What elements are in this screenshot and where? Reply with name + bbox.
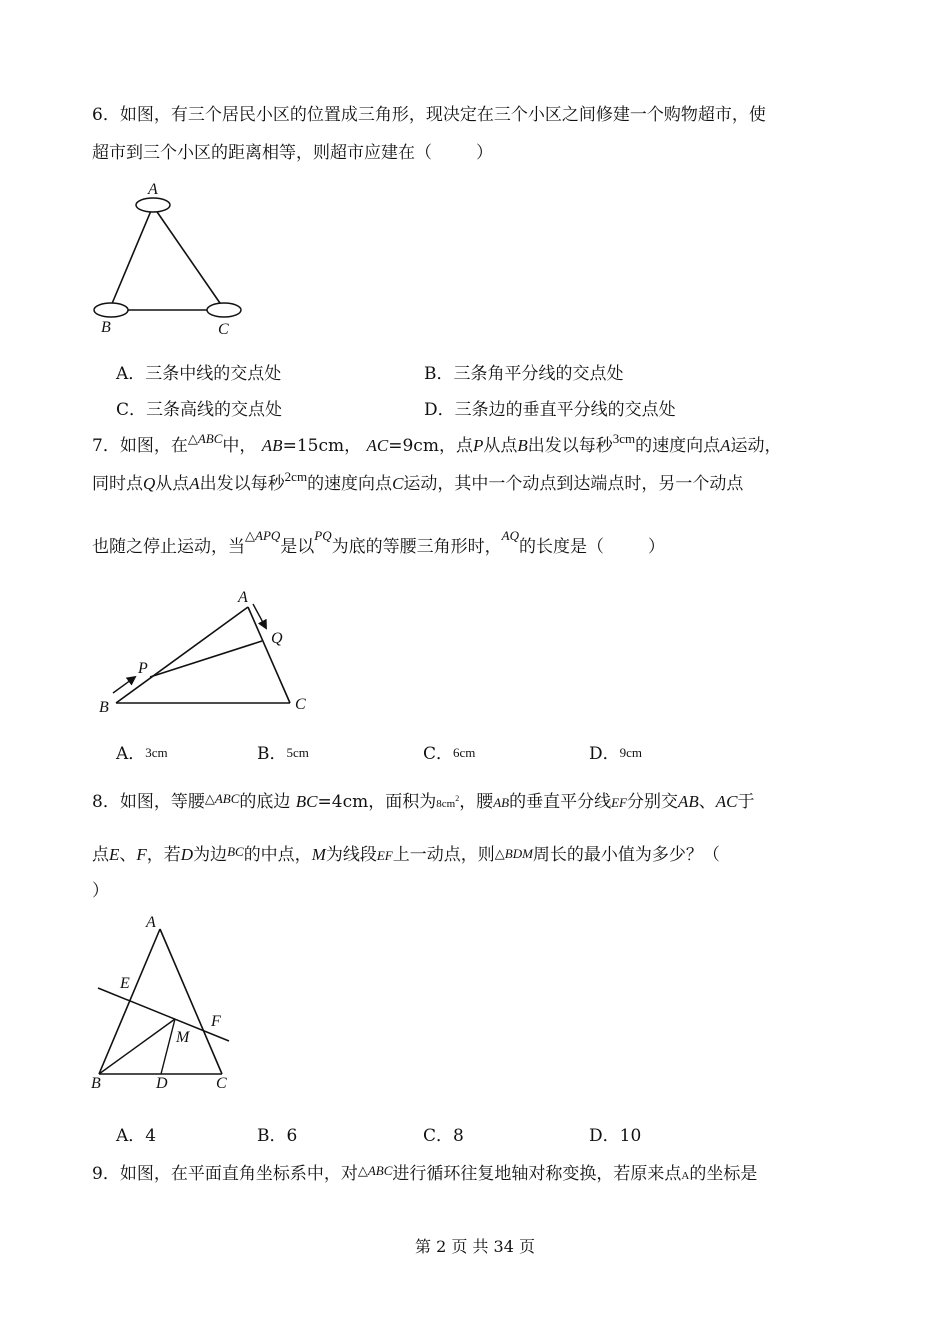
q7-label-q: Q bbox=[271, 630, 283, 647]
q7-option-d[interactable]: D．9cm bbox=[589, 744, 643, 764]
q6-label-c: C bbox=[218, 321, 229, 338]
q8-label-c: C bbox=[216, 1075, 227, 1092]
q8-label-e: E bbox=[120, 975, 130, 992]
q8-label-b: B bbox=[91, 1075, 101, 1092]
q7-label-b: B bbox=[99, 699, 109, 716]
q8-line-1: 8．如图，等腰$^{\triangle ABC}$的底边 BC=4cm，面积为$8cm^2$，腰AB的垂直平分线EF分别交AB、AC于 bbox=[92, 791, 755, 812]
q6-line-2: 超市到三个小区的距离相等，则超市应建在（ ） bbox=[92, 143, 493, 163]
q8-label-f: F bbox=[211, 1013, 221, 1030]
q8-label-a: A bbox=[146, 914, 156, 931]
q7-option-b[interactable]: B．5cm bbox=[257, 744, 309, 764]
q8-label-d: D bbox=[156, 1075, 168, 1092]
q7-line-3: 也随之停止运动，当$^{\triangle APQ}$是以$^{PQ}$为底的等腰三角形时，$^{AQ}$的长度是（ ） bbox=[92, 528, 665, 557]
q8-option-c[interactable]: C．8 bbox=[423, 1126, 464, 1146]
q8-option-a[interactable]: A．4 bbox=[116, 1126, 157, 1146]
q6-option-a[interactable]: A．三条中线的交点处 bbox=[116, 364, 282, 384]
q7-line-2: 同时点Q从点A出发以每秒$^{2cm}$的速度向点C运动，其中一个动点到达端点时，另一个动点 bbox=[92, 469, 744, 494]
q8-option-b[interactable]: B．6 bbox=[257, 1126, 298, 1146]
q7-line-1: 7．如图，在$^{\triangle ABC}$中， AB=15cm， AC=9cm，点P从点B出发以每秒$^{3cm}$的速度向点A运动， bbox=[92, 431, 782, 456]
q8-label-m: M bbox=[176, 1029, 190, 1046]
q9-line-1: 9．如图，在平面直角坐标系中，对$^{\triangle ABC}$进行循环往复地轴对称变换，若原来点A的坐标是 bbox=[92, 1163, 758, 1184]
page-footer: 第 2 页 共 34 页 bbox=[415, 1237, 535, 1256]
q6-option-c[interactable]: C．三条高线的交点处 bbox=[116, 400, 283, 420]
q6-option-b[interactable]: B．三条角平分线的交点处 bbox=[424, 364, 624, 384]
q8-line-3: ） bbox=[92, 881, 109, 901]
q6-line-1: 6．如图，有三个居民小区的位置成三角形，现决定在三个小区之间修建一个购物超市，使 bbox=[92, 105, 766, 125]
q8-option-d[interactable]: D．10 bbox=[589, 1126, 642, 1146]
q6-label-b: B bbox=[101, 319, 111, 336]
q7-label-c: C bbox=[295, 696, 306, 713]
q7-label-a: A bbox=[238, 589, 248, 606]
q8-line-2: 点E、F，若D为边$^{BC}$的中点，M为线段EF上一动点，则△BDM周长的最小值为多少？（ bbox=[92, 844, 720, 865]
q7-option-a[interactable]: A．3cm bbox=[116, 744, 168, 764]
q6-label-a: A bbox=[148, 181, 158, 198]
q6-option-d[interactable]: D．三条边的垂直平分线的交点处 bbox=[424, 400, 676, 420]
q7-option-c[interactable]: C．6cm bbox=[423, 744, 476, 764]
q7-label-p: P bbox=[138, 660, 148, 677]
